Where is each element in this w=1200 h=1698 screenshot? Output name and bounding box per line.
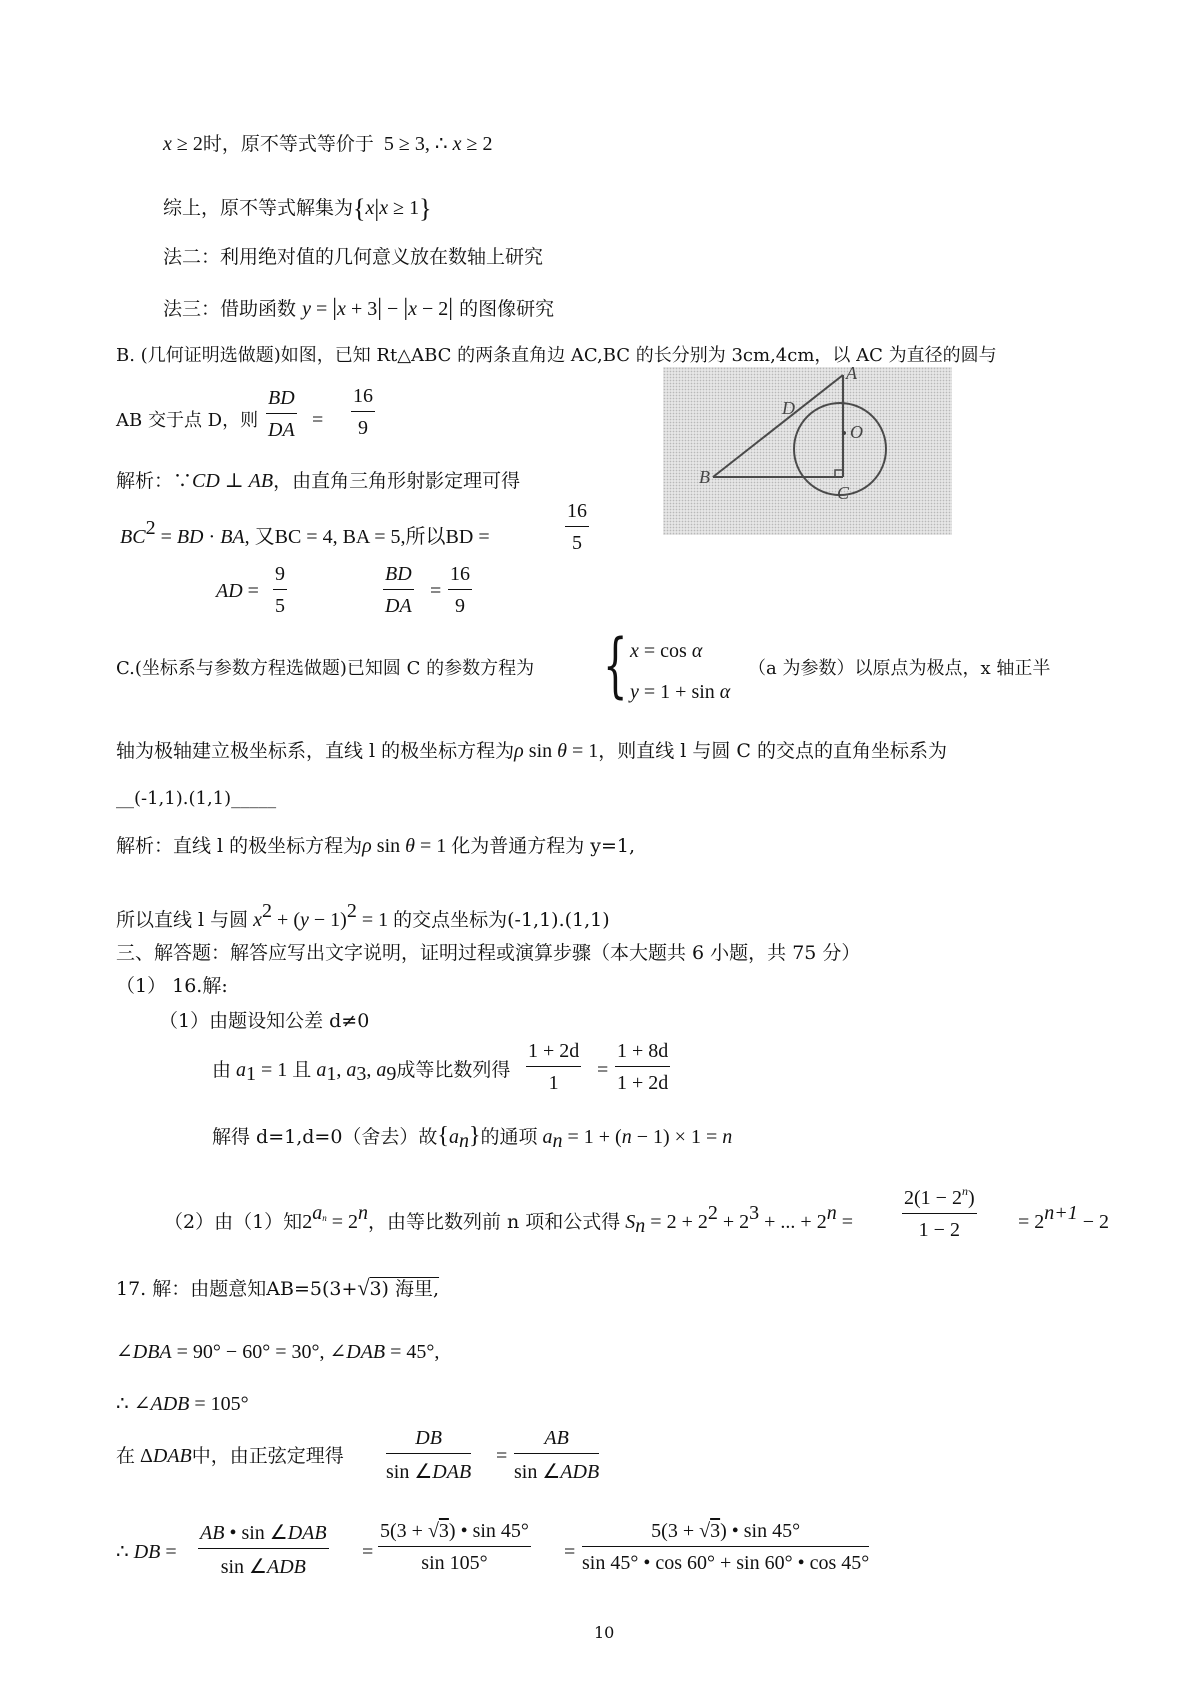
solution-b-suffix: ，由直角三角形射影定理可得 [273, 470, 521, 492]
problem-c-intro: C.(坐标系与参数方程选做题)已知圆 C 的参数方程为 [116, 658, 535, 679]
solution-c-b: 化为普通方程为 y=1, [451, 835, 636, 857]
q16-step2-b: 且 [292, 1059, 312, 1081]
page-number: 10 [594, 1623, 615, 1642]
q16-step3-b: 的通项 [480, 1126, 538, 1148]
answer-denominator: 9 [358, 417, 368, 439]
label-o: O [850, 422, 863, 442]
geometry-figure [663, 367, 952, 535]
problem-b-intro: B. (几何证明选做题)如图，已知 Rt△ABC 的两条直角边 AC,BC 的长分别为 3cm,4cm，以 AC 为直径的圆与 [116, 345, 997, 366]
method-two-text: 法二：利用绝对值的几何意义放在数轴上研究 [163, 246, 544, 268]
q17-heading: 17. 解：由题意知AB=5(3+ [116, 1278, 358, 1300]
answer-numerator: 16 [351, 385, 375, 412]
param-note: （a 为参数）以原点为极点，x 轴正半 [748, 658, 1051, 679]
label-a: A [846, 367, 857, 383]
method-three-prefix: 法三：借助函数 [163, 298, 297, 320]
q16-step1: （1）由题设知公差 d≠0 [159, 1010, 370, 1032]
q16-step4-a: （2）由（1）知 [164, 1211, 303, 1233]
q17-line4-b: 中，由正弦定理得 [191, 1445, 344, 1467]
problem-c-line2-b: ，则直线 l 与圆 C 的交点的直角坐标系为 [598, 740, 948, 762]
solution-b-given: 又BC = 4, BA = 5,所以BD = [254, 526, 490, 548]
q16-step2-a: 由 [212, 1059, 232, 1081]
q16-heading: （1） 16.解: [116, 975, 228, 997]
label-c: C [837, 483, 850, 503]
section-three-heading: 三、解答题：解答应写出文字说明，证明过程或演算步骤（本大题共 6 小题，共 75 分） [116, 942, 861, 964]
q17-heading-tail: 3) 海里, [369, 1278, 440, 1300]
solution-c2-a: 所以直线 l 与圆 [116, 909, 249, 931]
q16-step3-a: 解得 d=1,d=0（舍去）故 [212, 1126, 438, 1148]
solution-c2-b: 的交点坐标为(-1,1).(1,1) [393, 909, 610, 931]
problem-c-answer: __(-1,1).(1,1)_____ [116, 788, 277, 809]
problem-c-line2-a: 轴为极轴建立极坐标系，直线 l 的极坐标方程为 [116, 740, 515, 762]
label-d: D [782, 398, 795, 418]
method-three-suffix: 的图像研究 [459, 298, 555, 320]
conclusion-text: 综上，原不等式解集为 [163, 197, 354, 219]
triangle-circle-diagram [663, 367, 952, 535]
solution-c-a: 解析：直线 l 的极坐标方程为 [116, 835, 363, 857]
problem-b-question: AB 交于点 D，则 [116, 410, 259, 431]
q16-step4-b: ，由等比数列前 n 项和公式得 [367, 1211, 621, 1233]
label-b: B [699, 467, 710, 487]
solution-b-prefix: 解析：∵ [116, 470, 193, 492]
q17-line4-a: 在 [116, 1445, 136, 1467]
q16-step2-c: 成等比数列得 [396, 1059, 511, 1081]
case-text: 时，原不等式等价于 [202, 133, 374, 155]
